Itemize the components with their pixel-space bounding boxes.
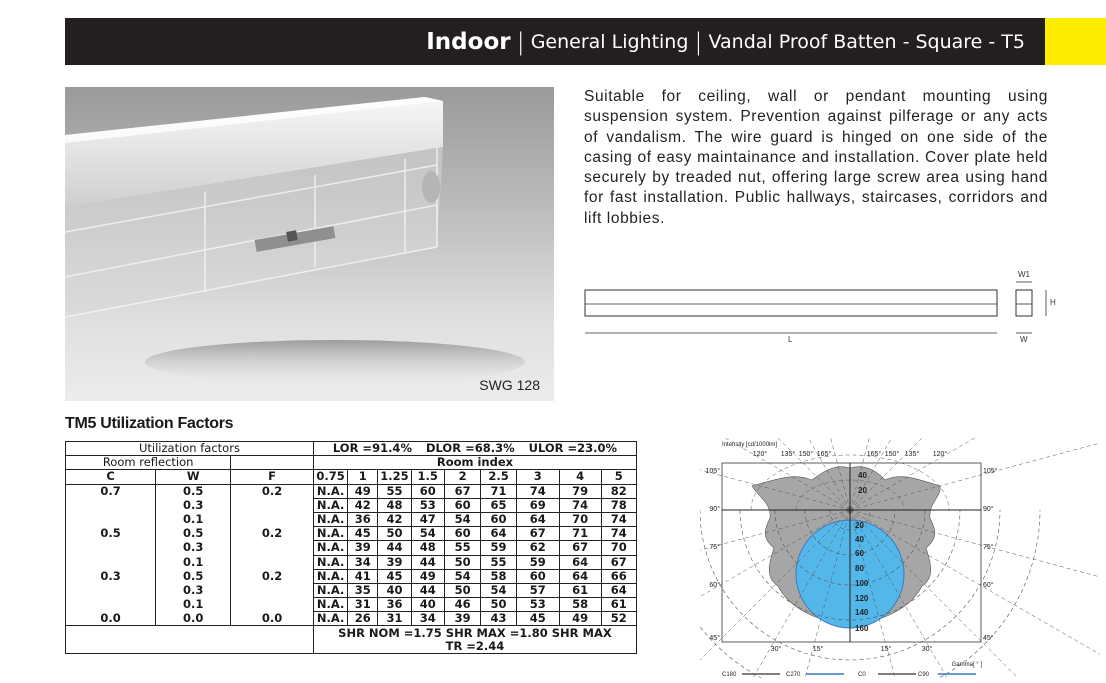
cell-f (231, 583, 314, 597)
utilization-title: TM5 Utilization Factors (65, 415, 234, 432)
cell-c (66, 555, 156, 569)
utilization-table (65, 441, 637, 654)
intensity-ring-label: 160 (855, 624, 869, 633)
cell-value: 67 (601, 555, 637, 569)
col-header-c: C (66, 470, 156, 484)
cell-value: 67 (559, 541, 601, 555)
cell-value: 54 (481, 583, 516, 597)
angle-label-right: 45° (983, 635, 994, 642)
table-row (66, 626, 637, 640)
table-row (66, 456, 637, 470)
table-cell (66, 626, 314, 640)
angle-label-left: 45° (709, 635, 720, 642)
legend-c270: C270 (786, 672, 801, 678)
intensity-axis-label: Intensity [cd/1000lm] (722, 442, 778, 448)
table-row (66, 498, 637, 512)
intensity-ring-label: 20 (855, 521, 864, 530)
intensity-ring-label: 60 (855, 549, 864, 558)
cell-value: 31 (348, 598, 378, 612)
shr-line: SHR NOM =1.75 SHR MAX =1.80 SHR MAX (313, 626, 636, 640)
cell-value: N.A. (313, 484, 347, 498)
cell-value: 71 (559, 527, 601, 541)
tr-line: TR =2.44 (313, 640, 636, 654)
cell-value: 62 (516, 541, 559, 555)
polar-diagram-svg (700, 438, 1100, 678)
cell-w: 0.3 (156, 541, 231, 555)
cell-value: 44 (378, 541, 411, 555)
room-index-header: 1 (348, 470, 378, 484)
table-row (66, 569, 637, 583)
cell-value: 46 (444, 598, 480, 612)
room-index-header: 2.5 (481, 470, 516, 484)
cell-c (66, 512, 156, 526)
table-row (66, 442, 637, 456)
cell-value: N.A. (313, 612, 347, 626)
cell-value: 34 (411, 612, 444, 626)
cell-c: 0.3 (66, 569, 156, 583)
cell-c (66, 498, 156, 512)
cell-value: 67 (444, 484, 480, 498)
intensity-ring-label: 140 (855, 608, 869, 617)
cell-c: 0.5 (66, 527, 156, 541)
cell-w: 0.1 (156, 555, 231, 569)
table-row (66, 527, 637, 541)
cell-f: 0.2 (231, 569, 314, 583)
cell-value: 40 (378, 583, 411, 597)
cell-c (66, 598, 156, 612)
angle-label-left: 105° (705, 468, 720, 475)
cell-value: 57 (516, 583, 559, 597)
table-row (66, 470, 637, 484)
cell-value: 74 (516, 484, 559, 498)
angle-label-top: 120° (752, 451, 768, 458)
intensity-ring-label: 100 (855, 579, 869, 588)
header-separator: | (516, 27, 525, 56)
table-row (66, 484, 637, 498)
legend-c90: C90 (918, 672, 930, 678)
cell-value: 39 (348, 541, 378, 555)
angle-label-bottom: 15° (812, 646, 824, 653)
angle-label-left: 75° (709, 544, 720, 551)
cell-w: 0.3 (156, 583, 231, 597)
cell-w: 0.1 (156, 598, 231, 612)
cell-value: 78 (601, 498, 637, 512)
cell-value: 64 (559, 569, 601, 583)
angle-label-left: 60° (709, 582, 720, 589)
cell-value: 82 (601, 484, 637, 498)
cell-value: N.A. (313, 583, 347, 597)
cell-value: 47 (411, 512, 444, 526)
table-row (66, 541, 637, 555)
header-separator: | (694, 27, 703, 56)
cell-value: 61 (601, 598, 637, 612)
label-room-reflection: Room reflection (66, 456, 231, 470)
cell-w: 0.1 (156, 512, 231, 526)
cell-value: 53 (411, 498, 444, 512)
header-accent (1045, 18, 1106, 65)
angle-label-top: 135° (780, 451, 796, 458)
cell-value: 36 (348, 512, 378, 526)
room-index-header: 2 (444, 470, 480, 484)
label-utilization-factors: Utilization factors (66, 442, 314, 456)
cell-value: 60 (481, 512, 516, 526)
dimension-drawing (584, 268, 1064, 348)
cell-value: 48 (378, 498, 411, 512)
cell-value: 39 (378, 555, 411, 569)
luminaire-illustration (65, 87, 554, 401)
cell-value: 65 (481, 498, 516, 512)
cell-value: 59 (516, 555, 559, 569)
header-title (426, 18, 1025, 65)
cell-value: N.A. (313, 569, 347, 583)
cell-value: N.A. (313, 527, 347, 541)
angle-label-top: 135° (904, 451, 920, 458)
dim-width-top-label: W1 (1018, 270, 1030, 279)
table-row (66, 555, 637, 569)
cell-value: 64 (559, 555, 601, 569)
cell-value: 59 (481, 541, 516, 555)
cell-f (231, 555, 314, 569)
cell-value: 66 (601, 569, 637, 583)
cell-c (66, 583, 156, 597)
room-index-header: 5 (601, 470, 637, 484)
cell-f (231, 541, 314, 555)
cell-f: 0.2 (231, 527, 314, 541)
product-description: Suitable for ceiling, wall or pendant mounting using suspension system. Prevention against pilferage or any acts of vandalism. The wire guard is hinged on one side of the casing of easy maintainance and installation. Cover plate held securely by treaded nut, offering large screw area using hand for fast installation. Public hallways, staircases, corridors and lift lobbies. (584, 88, 1048, 227)
intensity-ring-label: 40 (858, 471, 867, 480)
angle-label-right: 105° (983, 468, 998, 475)
cell-w: 0.5 (156, 569, 231, 583)
cell-value: 67 (516, 527, 559, 541)
angle-label-left: 90° (709, 506, 720, 513)
legend-c180: C180 (722, 672, 737, 678)
cell-value: N.A. (313, 541, 347, 555)
room-index-header: 3 (516, 470, 559, 484)
angle-label-right: 75° (983, 544, 994, 551)
cell-value: 42 (378, 512, 411, 526)
cell-value: 70 (601, 541, 637, 555)
cell-value: 49 (348, 484, 378, 498)
cell-value: 60 (411, 484, 444, 498)
cell-value: 55 (481, 555, 516, 569)
col-header-f: F (231, 470, 314, 484)
cell-value: 39 (444, 612, 480, 626)
dim-height-label: H (1050, 298, 1056, 307)
angle-label-bottom: 30° (770, 646, 782, 653)
cell-value: 64 (516, 512, 559, 526)
dim-width-label: W (1020, 335, 1028, 344)
polar-diagram (700, 438, 1100, 678)
cell-value: 26 (348, 612, 378, 626)
cell-value: 55 (444, 541, 480, 555)
cell-value: 43 (481, 612, 516, 626)
cell-value: 54 (444, 569, 480, 583)
angle-label-right: 60° (983, 582, 994, 589)
header-bar (65, 18, 1045, 65)
intensity-ring-label: 40 (855, 535, 864, 544)
table-row (66, 583, 637, 597)
cell-value: 31 (378, 612, 411, 626)
cell-value: 58 (481, 569, 516, 583)
cell-c: 0.7 (66, 484, 156, 498)
cell-value: 50 (444, 583, 480, 597)
cell-value: 54 (411, 527, 444, 541)
cell-value: 74 (559, 498, 601, 512)
intensity-ring-label: 80 (855, 564, 864, 573)
dim-length-label: L (788, 335, 793, 344)
angle-label-right: 90° (983, 506, 994, 513)
cell-value: 34 (348, 555, 378, 569)
cell-value: 48 (411, 541, 444, 555)
cell-value: 54 (444, 512, 480, 526)
intensity-ring-label: 20 (858, 486, 867, 495)
product-photo (65, 87, 554, 401)
cell-value: 45 (378, 569, 411, 583)
cell-value: 74 (601, 527, 637, 541)
cell-value: 64 (481, 527, 516, 541)
cell-value: 50 (378, 527, 411, 541)
room-index-header: 4 (559, 470, 601, 484)
angle-label-top: 165° (866, 451, 882, 458)
cell-value: 74 (601, 512, 637, 526)
intensity-ring-label: 120 (855, 594, 869, 603)
cell-value: 45 (516, 612, 559, 626)
angle-label-top: 165° (816, 451, 832, 458)
header-section: General Lighting (530, 30, 689, 53)
dimension-lines (584, 268, 1064, 348)
cell-value: 49 (411, 569, 444, 583)
cell-c: 0.0 (66, 612, 156, 626)
cell-value: 58 (559, 598, 601, 612)
model-number: SWG 128 (479, 377, 540, 393)
cell-c (66, 541, 156, 555)
cell-value: 60 (444, 498, 480, 512)
cell-value: 71 (481, 484, 516, 498)
header-product: Vandal Proof Batten - Square - T5 (708, 30, 1025, 53)
label-room-index: Room index (313, 456, 636, 470)
cell-w: 0.0 (156, 612, 231, 626)
table-row (66, 598, 637, 612)
room-index-header: 1.5 (411, 470, 444, 484)
gamma-label: Gamma[ ° ] (951, 662, 982, 668)
table-row (66, 612, 637, 626)
angle-label-top: 120° (932, 451, 948, 458)
cell-value: 55 (378, 484, 411, 498)
table-cell (66, 640, 314, 654)
table-row (66, 512, 637, 526)
cell-value: 41 (348, 569, 378, 583)
cell-value: 50 (444, 555, 480, 569)
angle-label-bottom: 15° (880, 646, 892, 653)
cell-value: 70 (559, 512, 601, 526)
room-index-header: 1.25 (378, 470, 411, 484)
cell-w: 0.3 (156, 498, 231, 512)
cell-value: 53 (516, 598, 559, 612)
cell-value: N.A. (313, 498, 347, 512)
angle-label-bottom: 30° (921, 646, 933, 653)
table-cell (231, 456, 314, 470)
cell-value: 69 (516, 498, 559, 512)
cell-value: 64 (601, 583, 637, 597)
cell-value: 49 (559, 612, 601, 626)
cell-value: 60 (444, 527, 480, 541)
table-row (66, 640, 637, 654)
cell-value: N.A. (313, 555, 347, 569)
cell-value: 42 (348, 498, 378, 512)
cell-value: 60 (516, 569, 559, 583)
legend-c0: C0 (858, 672, 866, 678)
cell-f: 0.0 (231, 612, 314, 626)
cell-w: 0.5 (156, 484, 231, 498)
room-index-header: 0.75 (313, 470, 347, 484)
cell-value: N.A. (313, 598, 347, 612)
cell-f (231, 512, 314, 526)
cell-f (231, 598, 314, 612)
cell-value: 40 (411, 598, 444, 612)
lor-value-ulor: ULOR =23.0% (528, 441, 618, 456)
cell-value: 52 (601, 612, 637, 626)
cell-value: 45 (348, 527, 378, 541)
header-category: Indoor (426, 28, 511, 55)
angle-label-top: 150° (884, 451, 900, 458)
cell-f: 0.2 (231, 484, 314, 498)
cell-f (231, 498, 314, 512)
cell-value: N.A. (313, 512, 347, 526)
cell-value: 50 (481, 598, 516, 612)
cell-value: 36 (378, 598, 411, 612)
col-header-w: W (156, 470, 231, 484)
lor-value-lor: LOR =91.4% (332, 441, 412, 456)
lor-value-dlor: DLOR =68.3% (425, 441, 515, 456)
cell-value: 44 (411, 555, 444, 569)
cell-value: 79 (559, 484, 601, 498)
angle-label-top: 150° (798, 451, 814, 458)
lor-line (313, 442, 636, 456)
cell-value: 35 (348, 583, 378, 597)
cell-value: 44 (411, 583, 444, 597)
cell-value: 61 (559, 583, 601, 597)
cell-w: 0.5 (156, 527, 231, 541)
